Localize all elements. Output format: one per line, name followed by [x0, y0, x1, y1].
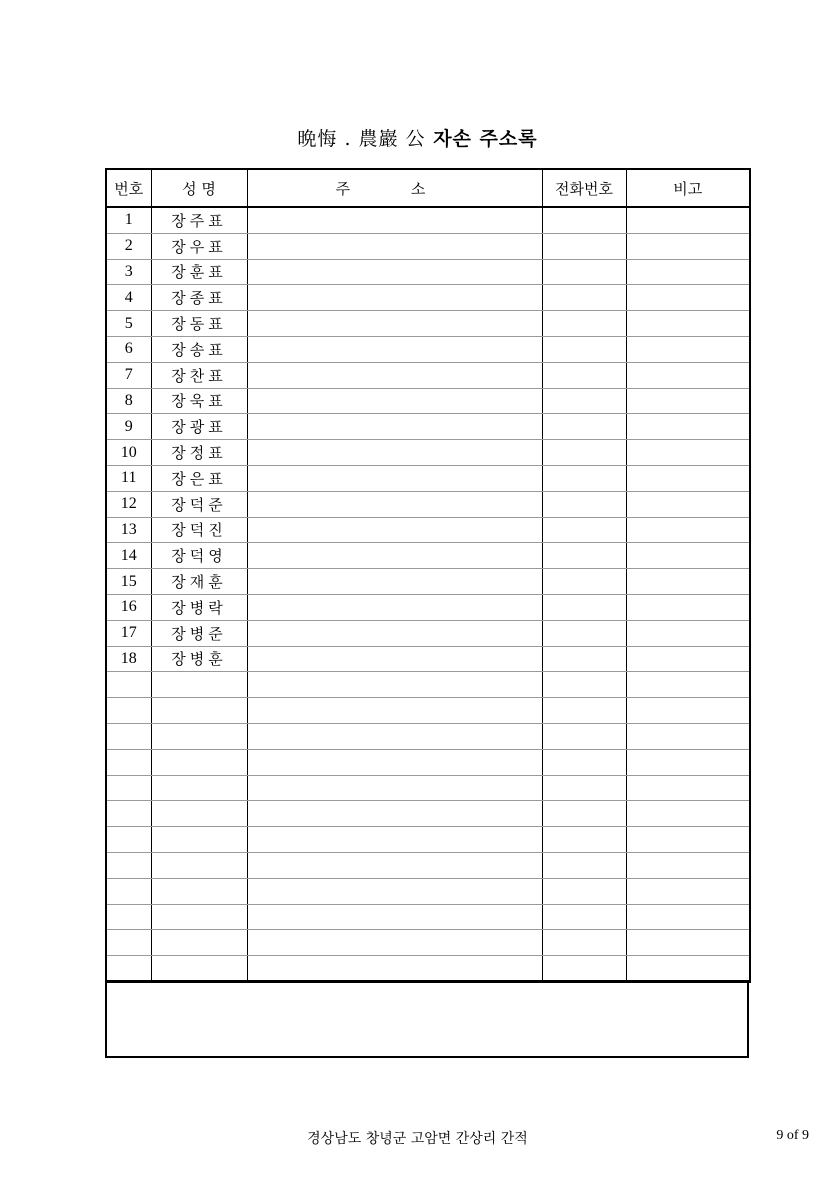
cell-address — [247, 878, 542, 904]
table-row — [106, 620, 750, 646]
cell-no: 8 — [106, 388, 151, 414]
cell-phone — [542, 285, 626, 311]
table-row — [106, 311, 750, 337]
cell-phone — [542, 440, 626, 466]
table-row — [106, 956, 750, 982]
cell-address — [247, 620, 542, 646]
cell-no: 16 — [106, 594, 151, 620]
table-row — [106, 878, 750, 904]
cell-phone — [542, 311, 626, 337]
table-row — [106, 414, 750, 440]
address-table — [105, 168, 751, 983]
cell-remarks — [626, 878, 750, 904]
cell-remarks — [626, 414, 750, 440]
cell-remarks — [626, 930, 750, 956]
cell-remarks — [626, 465, 750, 491]
cell-name — [151, 723, 247, 749]
cell-name — [151, 852, 247, 878]
cell-remarks — [626, 775, 750, 801]
cell-no: 3 — [106, 259, 151, 285]
cell-remarks — [626, 852, 750, 878]
cell-remarks — [626, 620, 750, 646]
cell-address — [247, 723, 542, 749]
cell-phone — [542, 878, 626, 904]
cell-name: 장우표 — [151, 233, 247, 259]
table-row — [106, 388, 750, 414]
cell-remarks — [626, 207, 750, 233]
cell-no: 9 — [106, 414, 151, 440]
cell-remarks — [626, 517, 750, 543]
table-row — [106, 440, 750, 466]
cell-remarks — [626, 672, 750, 698]
cell-no — [106, 827, 151, 853]
cell-remarks — [626, 311, 750, 337]
cell-address — [247, 440, 542, 466]
cell-address — [247, 646, 542, 672]
cell-name — [151, 775, 247, 801]
cell-name — [151, 956, 247, 982]
cell-no: 2 — [106, 233, 151, 259]
cell-address — [247, 311, 542, 337]
cell-no: 15 — [106, 569, 151, 595]
cell-address — [247, 904, 542, 930]
cell-phone — [542, 594, 626, 620]
table-row — [106, 336, 750, 362]
cell-name: 장종표 — [151, 285, 247, 311]
cell-phone — [542, 698, 626, 724]
cell-remarks — [626, 749, 750, 775]
footer-location: 경상남도 창녕군 고암면 간상리 간적 — [307, 1131, 528, 1147]
cell-remarks — [626, 956, 750, 982]
table-row — [106, 465, 750, 491]
cell-phone — [542, 414, 626, 440]
cell-name — [151, 827, 247, 853]
header-remarks: 비고 — [626, 169, 750, 207]
cell-no: 4 — [106, 285, 151, 311]
cell-address — [247, 594, 542, 620]
table-row — [106, 801, 750, 827]
cell-address — [247, 388, 542, 414]
header-address: 주 소 — [247, 169, 542, 207]
cell-name — [151, 801, 247, 827]
cell-remarks — [626, 543, 750, 569]
cell-no — [106, 956, 151, 982]
cell-name: 장덕진 — [151, 517, 247, 543]
cell-remarks — [626, 698, 750, 724]
header-phone: 전화번호 — [542, 169, 626, 207]
cell-remarks — [626, 259, 750, 285]
cell-address — [247, 259, 542, 285]
cell-no: 6 — [106, 336, 151, 362]
cell-phone — [542, 259, 626, 285]
cell-name — [151, 749, 247, 775]
cell-phone — [542, 388, 626, 414]
cell-name: 장덕준 — [151, 491, 247, 517]
cell-address — [247, 465, 542, 491]
cell-address — [247, 336, 542, 362]
cell-no — [106, 801, 151, 827]
table-row — [106, 672, 750, 698]
table-row — [106, 362, 750, 388]
cell-name — [151, 904, 247, 930]
document-title — [0, 124, 835, 151]
cell-phone — [542, 904, 626, 930]
cell-phone — [542, 852, 626, 878]
cell-address — [247, 414, 542, 440]
cell-no: 7 — [106, 362, 151, 388]
title-korean: 자손 주소록 — [433, 128, 538, 150]
cell-phone — [542, 801, 626, 827]
cell-phone — [542, 827, 626, 853]
cell-name: 장욱표 — [151, 388, 247, 414]
cell-name: 장재훈 — [151, 569, 247, 595]
cell-name: 장찬표 — [151, 362, 247, 388]
cell-address — [247, 956, 542, 982]
cell-phone — [542, 672, 626, 698]
cell-name: 장은표 — [151, 465, 247, 491]
cell-no: 17 — [106, 620, 151, 646]
notes-box — [105, 980, 749, 1058]
cell-phone — [542, 775, 626, 801]
cell-phone — [542, 336, 626, 362]
cell-remarks — [626, 285, 750, 311]
cell-no: 12 — [106, 491, 151, 517]
cell-phone — [542, 491, 626, 517]
cell-address — [247, 827, 542, 853]
table-row — [106, 543, 750, 569]
cell-address — [247, 930, 542, 956]
cell-name: 장광표 — [151, 414, 247, 440]
cell-address — [247, 775, 542, 801]
cell-address — [247, 672, 542, 698]
cell-no — [106, 775, 151, 801]
page-number: 9 of 9 — [776, 1128, 809, 1143]
table-row — [106, 207, 750, 233]
cell-remarks — [626, 336, 750, 362]
cell-no: 11 — [106, 465, 151, 491]
cell-name: 장병훈 — [151, 646, 247, 672]
cell-address — [247, 698, 542, 724]
cell-address — [247, 569, 542, 595]
cell-remarks — [626, 362, 750, 388]
table-row — [106, 233, 750, 259]
cell-phone — [542, 207, 626, 233]
table-row — [106, 594, 750, 620]
cell-address — [247, 517, 542, 543]
cell-no — [106, 930, 151, 956]
cell-address — [247, 362, 542, 388]
cell-name — [151, 930, 247, 956]
table-row — [106, 904, 750, 930]
cell-phone — [542, 465, 626, 491]
cell-name: 장정표 — [151, 440, 247, 466]
cell-no: 10 — [106, 440, 151, 466]
cell-address — [247, 801, 542, 827]
cell-no: 13 — [106, 517, 151, 543]
cell-phone — [542, 749, 626, 775]
cell-phone — [542, 930, 626, 956]
cell-phone — [542, 517, 626, 543]
table-row — [106, 775, 750, 801]
cell-no — [106, 749, 151, 775]
cell-address — [247, 491, 542, 517]
cell-address — [247, 207, 542, 233]
table-row — [106, 852, 750, 878]
table-row — [106, 646, 750, 672]
cell-address — [247, 543, 542, 569]
table-row — [106, 827, 750, 853]
cell-name: 장동표 — [151, 311, 247, 337]
cell-name: 장송표 — [151, 336, 247, 362]
cell-phone — [542, 362, 626, 388]
cell-remarks — [626, 569, 750, 595]
cell-name: 장병락 — [151, 594, 247, 620]
cell-name: 장병준 — [151, 620, 247, 646]
cell-address — [247, 749, 542, 775]
cell-name — [151, 698, 247, 724]
table-row — [106, 259, 750, 285]
table-row — [106, 517, 750, 543]
cell-address — [247, 233, 542, 259]
cell-phone — [542, 543, 626, 569]
cell-remarks — [626, 440, 750, 466]
cell-remarks — [626, 388, 750, 414]
cell-phone — [542, 646, 626, 672]
table-row — [106, 749, 750, 775]
cell-name — [151, 878, 247, 904]
cell-remarks — [626, 594, 750, 620]
cell-name: 장주표 — [151, 207, 247, 233]
table-row — [106, 491, 750, 517]
cell-phone — [542, 569, 626, 595]
cell-remarks — [626, 646, 750, 672]
cell-no — [106, 878, 151, 904]
header-no: 번호 — [106, 169, 151, 207]
cell-no — [106, 904, 151, 930]
cell-no: 14 — [106, 543, 151, 569]
cell-name — [151, 672, 247, 698]
table-header-row — [106, 169, 750, 207]
table-row — [106, 723, 750, 749]
cell-no — [106, 723, 151, 749]
cell-remarks — [626, 801, 750, 827]
cell-phone — [542, 233, 626, 259]
cell-name: 장훈표 — [151, 259, 247, 285]
cell-name: 장덕영 — [151, 543, 247, 569]
cell-remarks — [626, 723, 750, 749]
table-row — [106, 698, 750, 724]
cell-no: 1 — [106, 207, 151, 233]
table-body — [106, 207, 750, 982]
cell-no: 18 — [106, 646, 151, 672]
cell-remarks — [626, 904, 750, 930]
cell-remarks — [626, 827, 750, 853]
title-hanja: 晩悔 . 農巖 公 — [297, 128, 426, 150]
cell-phone — [542, 723, 626, 749]
table-row — [106, 569, 750, 595]
table-row — [106, 285, 750, 311]
cell-remarks — [626, 491, 750, 517]
cell-address — [247, 852, 542, 878]
cell-address — [247, 285, 542, 311]
cell-no: 5 — [106, 311, 151, 337]
table-row — [106, 930, 750, 956]
cell-no — [106, 852, 151, 878]
cell-no — [106, 698, 151, 724]
cell-remarks — [626, 233, 750, 259]
cell-no — [106, 672, 151, 698]
header-name: 성 명 — [151, 169, 247, 207]
cell-phone — [542, 620, 626, 646]
cell-phone — [542, 956, 626, 982]
